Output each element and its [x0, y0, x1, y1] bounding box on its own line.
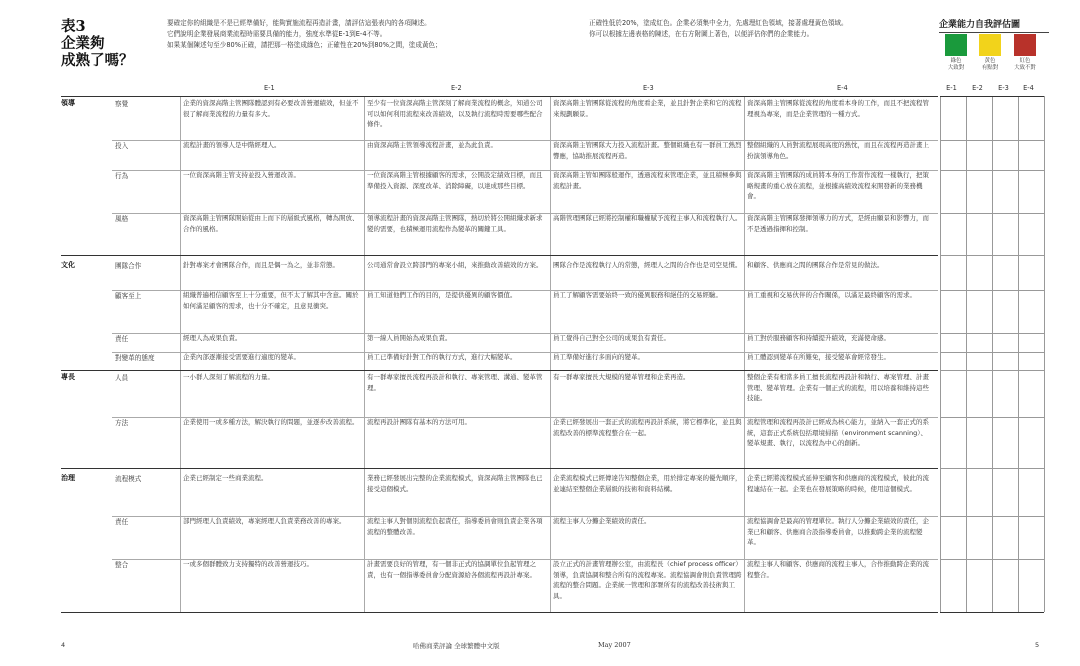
score-cell[interactable] [967, 416, 992, 467]
score-cell[interactable] [967, 169, 992, 212]
title-line-3: 成熟了嗎？ [61, 52, 134, 69]
table-cell-e1: 流程計畫的領導人是中階經理人。 [183, 141, 281, 149]
table-cell-e1: 組織普遍相信顧客至上十分重要，但不太了解其中含意。關於如何滿足顧客的需求，也十分不確定，且意見衝突。 [183, 291, 359, 310]
score-cell[interactable] [967, 472, 992, 515]
score-cell[interactable] [1019, 515, 1044, 558]
section-label-0: 領導 [61, 99, 75, 107]
green-label: 綠色 大致對 [947, 58, 965, 71]
score-cell[interactable] [993, 472, 1018, 515]
table-cell-e3: 資深高階主管團隊從流程的角度看企業，並且針對企業和它的流程來規劃願景。 [553, 99, 742, 118]
section-label-2: 專長 [61, 373, 75, 381]
score-header-e2: E-2 [972, 84, 983, 92]
table-cell-e2: 第一線人員開始為成果負責。 [367, 334, 452, 342]
table-cell-e4: 員工重視和交易伙伴的合作關係，以滿足最終顧客的需求。 [747, 291, 916, 299]
intro-line: 要確定你的組織是不是已經準備好，能夠實施流程再造計畫，請評估這張表內的各項陳述。 [167, 19, 431, 27]
section-label-3: 治理 [61, 474, 75, 482]
score-cell[interactable] [941, 472, 966, 515]
score-cell[interactable] [1019, 97, 1044, 139]
table-cell-e4: 流程主事人和顧客、供應商的流程主事人，合作推動跨企業的流程整合。 [747, 560, 929, 579]
green-swatch [945, 34, 967, 56]
row-label: 方法 [115, 419, 129, 427]
section-label-1: 文化 [61, 261, 75, 269]
table-cell-e3: 團隊合作是流程執行人的常態，經理人之間的合作也是司空見慣。 [553, 261, 742, 269]
table-cell-e2: 員工已準備好針對工作的執行方式，進行大幅變革。 [367, 353, 517, 361]
section-divider [61, 370, 938, 371]
table-cell-e1: 經理人為成果負責。 [183, 334, 242, 342]
table-cell-e3: 企業已經發展出一套正式的流程再設計系統，將它標準化，並且與流程改善的標準流程整合在一起。 [553, 418, 742, 437]
column-divider [180, 96, 181, 612]
table-cell-e2: 至少有一位資深高階主管深刻了解商業流程的概念，知道公司可以如何利用流程來改善績效，以及執行流程時需要哪些配合條件。 [367, 99, 543, 129]
section-divider [61, 468, 938, 469]
score-cell[interactable] [1019, 371, 1044, 416]
score-cell[interactable] [993, 139, 1018, 169]
score-cell[interactable] [967, 139, 992, 169]
table-cell-e2: 有一群專家擅長流程再設計和執行、專案管理、溝通、變革管理。 [367, 373, 543, 392]
score-cell[interactable] [941, 332, 966, 351]
title-line-1: 表3 [61, 18, 86, 35]
intro-left [167, 18, 442, 51]
row-label: 流程模式 [115, 475, 142, 483]
row-label: 人員 [115, 374, 129, 382]
table-cell-e4: 員工對於服務顧客和持續提升績效，充滿使命感。 [747, 334, 890, 342]
level-header-e4: E-4 [837, 84, 848, 92]
title-line-2: 企業夠 [61, 35, 105, 52]
yellow-swatch [979, 34, 1001, 56]
table-cell-e4: 整個企業有相當多員工擅長流程再設計和執行、專案管理、計畫管理、變革管理。企業有一個正式的流程，用以培養和維持這些技能。 [747, 373, 929, 403]
score-header-e3: E-3 [998, 84, 1009, 92]
table-cell-e2: 一位資深高階主管根據顧客的需求，公開設定績效目標，而且準備投入資源、深度改革、消除障礙，以達成那些目標。 [367, 171, 543, 190]
score-cell[interactable] [993, 558, 1018, 611]
table-cell-e3: 設立正式的計畫管理辦公室，由流程長（chief process officer）領導，負責協調和整合所有的流程專案。流程協調會則負責管理跨流程的整合問題。企業統一管理和部署所有的流程改善技術與工具。 [553, 560, 742, 600]
table-cell-e2: 領導流程計畫的資深高階主管團隊，熱切於將公開組織求新求變的需要，也積極運用流程作為變革的關鍵工具。 [367, 214, 543, 233]
score-cell[interactable] [1019, 472, 1044, 515]
table-cell-e3: 員工覺得自己對全公司的成果負有責任。 [553, 334, 670, 342]
table-cell-e4: 流程協調會是最高的管理單位。執行人分攤企業績效的責任，企業已和顧客、供應商合設指導委員會，以推動跨企業的流程變革。 [747, 517, 929, 547]
table-cell-e4: 員工體認到變革在所難免，接受變革會經常發生。 [747, 353, 890, 361]
score-cell[interactable] [967, 259, 992, 289]
score-cell[interactable] [1019, 289, 1044, 332]
table-cell-e2: 由資深高階主管領導流程計畫，並為此負責。 [367, 141, 497, 149]
score-cell[interactable] [993, 259, 1018, 289]
section-divider [61, 255, 938, 256]
red-swatch [1014, 34, 1036, 56]
table-cell-e2: 流程再設計團隊有基本的方法可用。 [367, 418, 471, 426]
score-bottom-rule [940, 612, 1044, 613]
table-cell-e2: 員工知道他們工作的目的，是提供優異的顧客價值。 [367, 291, 517, 299]
intro-line: 正確性低於20%，塗成紅色。企業必須集中全力，先處理紅色領域，接著處理黃色領域。 [589, 19, 848, 27]
table-cell-e3: 企業流程模式已經傳達告知整個企業，用於排定專案的優先順序，並連結至整個企業層級的技術和資料結構。 [553, 474, 742, 493]
row-label: 投入 [115, 142, 129, 150]
row-label: 顧客至上 [115, 292, 142, 300]
score-cell[interactable] [993, 97, 1018, 139]
table-cell-e4: 流程管理和流程再設計已經成為核心能力，並納入一套正式的系統，這套正式系統包括環境掃描（environment scanning）、變革規畫、執行，以流程為中心的創新。 [747, 418, 929, 448]
score-cell[interactable] [967, 97, 992, 139]
score-cell[interactable] [1019, 416, 1044, 467]
score-cell[interactable] [941, 169, 966, 212]
publication-date: May 2007 [598, 641, 631, 649]
table-cell-e2: 流程主事人對個別流程負起責任，指導委員會則負責企業各項流程的整體改善。 [367, 517, 543, 536]
score-cell[interactable] [941, 351, 966, 369]
score-cell[interactable] [1019, 139, 1044, 169]
table-cell-e3: 有一群專家擅長大規模的變革管理和企業再造。 [553, 373, 690, 381]
score-cell[interactable] [967, 351, 992, 369]
table-cell-e1: 企業使用一或多種方法，解決執行的問題，並逐步改善流程。 [183, 418, 359, 426]
table-cell-e1: 針對專案才會團隊合作，而且是偶一為之，並非常態。 [183, 261, 339, 269]
level-header-e3: E-3 [643, 84, 654, 92]
score-cell[interactable] [1019, 332, 1044, 351]
intro-line: 你可以根據左邊表格的陳述，在右方附圖上著色，以便評估你們的企業能力。 [589, 30, 814, 38]
score-cell[interactable] [1019, 212, 1044, 254]
score-header-e1: E-1 [946, 84, 957, 92]
table-cell-e1: 一小群人深刻了解流程的力量。 [183, 373, 274, 381]
table-title [61, 18, 151, 69]
row-label: 責任 [115, 518, 129, 526]
table-cell-e1: 企業已經制定一些商業流程。 [183, 474, 268, 482]
table-cell-e2: 業務已經發展出完整的企業流程模式，資深高階主管團隊也已接受這個模式。 [367, 474, 543, 493]
publication-name: 哈佛商業評論 全球繁體中文版 [413, 642, 500, 650]
column-divider [550, 96, 551, 612]
score-cell[interactable] [1019, 259, 1044, 289]
table-cell-e1: 企業的資深高階主管團隊體認到有必要改善營運績效，但並不很了解商業流程的力量有多大。 [183, 99, 359, 118]
score-cell[interactable] [941, 289, 966, 332]
table-cell-e3: 資深高階主管團隊大力投入流程計畫。整個組織也有一群員工熱烈響應，協助推展流程再造。 [553, 141, 742, 160]
score-header-e4: E-4 [1023, 84, 1034, 92]
page-number-left: 4 [61, 641, 66, 649]
table-cell-e4: 資深高階主管團隊發揮領導力的方式，是經由願景和影響力，而不是透過指揮和控制。 [747, 214, 929, 233]
score-cell[interactable] [941, 371, 966, 416]
red-label: 紅色 大致不對 [1014, 58, 1036, 71]
table-cell-e3: 高階管理團隊已經將控制權和職權賦予流程主事人和流程執行人。 [553, 214, 742, 222]
row-label: 整合 [115, 561, 129, 569]
yellow-label: 黃色 有點對 [981, 58, 999, 71]
intro-line: 它們說明企業發展商業流程時需要具備的能力，強度水準從E-1到E-4不等。 [167, 30, 387, 38]
score-cell[interactable] [1019, 351, 1044, 369]
table-cell-e4: 資深高階主管團隊的成員將本身的工作當作流程一樣執行，把策略規畫的重心放在流程，並根據高績效流程來開發新的業務機會。 [747, 171, 929, 201]
table-bottom-rule [61, 612, 938, 613]
table-cell-e1: 企業內部逐漸接受需要進行適度的變革。 [183, 353, 300, 361]
score-row-divider [940, 468, 1044, 469]
score-cell[interactable] [941, 259, 966, 289]
column-divider [364, 96, 365, 612]
score-cell[interactable] [967, 515, 992, 558]
score-cell[interactable] [993, 212, 1018, 254]
score-cell[interactable] [941, 97, 966, 139]
score-row-divider [940, 255, 1044, 256]
score-cell[interactable] [941, 212, 966, 254]
score-cell[interactable] [1019, 169, 1044, 212]
row-label: 責任 [115, 335, 129, 343]
row-label: 對變革的態度 [115, 354, 155, 362]
score-column-divider [1044, 96, 1045, 612]
level-header-e2: E-2 [451, 84, 462, 92]
evaluation-title: 企業能力自我評估圖 [939, 17, 1049, 33]
score-cell[interactable] [967, 289, 992, 332]
score-cell[interactable] [993, 515, 1018, 558]
table-cell-e4: 企業已經將流程模式延伸至顧客和供應商的流程模式，彼此的流程連結在一起。企業也在發展策略的時候，使用這個模式。 [747, 474, 929, 493]
score-cell[interactable] [967, 558, 992, 611]
score-cell[interactable] [993, 371, 1018, 416]
score-cell[interactable] [993, 332, 1018, 351]
table-cell-e1: 部門經理人負責績效，專案經理人負責業務改善的專案。 [183, 517, 346, 525]
score-cell[interactable] [941, 139, 966, 169]
score-cell[interactable] [967, 332, 992, 351]
score-cell[interactable] [1019, 558, 1044, 611]
score-cell[interactable] [941, 515, 966, 558]
column-divider [744, 96, 745, 612]
table-cell-e4: 整個組織的人員對流程展現高度的熱忱，而且在流程再造計畫上扮演領導角色。 [747, 141, 929, 160]
row-label: 團隊合作 [115, 262, 142, 270]
table-cell-e3: 資深高階主管如團隊般運作，透過流程來管理企業，並且積極參與流程計畫。 [553, 171, 742, 190]
table-cell-e2: 公司通常會設立跨部門的專案小組，來推動改善績效的方案。 [367, 261, 543, 269]
table-cell-e2: 計畫需要良好的管理，有一個非正式的協調單位負起管理之責，也有一個指導委員會分配資源給各個流程再設計專案。 [367, 560, 536, 579]
score-cell[interactable] [993, 416, 1018, 467]
score-cell[interactable] [967, 371, 992, 416]
table-cell-e3: 員工準備好進行多面向的變革。 [553, 353, 644, 361]
score-cell[interactable] [941, 416, 966, 467]
score-cell[interactable] [967, 212, 992, 254]
score-cell[interactable] [993, 289, 1018, 332]
table-cell-e1: 一位資深高階主管支持並投入營運改善。 [183, 171, 300, 179]
score-cell[interactable] [941, 558, 966, 611]
intro-line: 如果某個陳述句至少80%正確，請把那一格塗成綠色；正確性在20%到80%之間，塗成黃色； [167, 41, 442, 49]
table-cell-e1: 資深高階主管團隊開始從由上而下的層級式風格，轉為開放、合作的風格。 [183, 214, 359, 233]
table-cell-e4: 資深高階主管團隊從流程的角度看本身的工作，而且不把流程管理視為專案，而是企業管理的一種方式。 [747, 99, 929, 118]
table-top-rule [61, 96, 938, 97]
row-label: 風格 [115, 215, 129, 223]
table-cell-e4: 和顧客、供應商之間的團隊合作是常見的做法。 [747, 261, 884, 269]
intro-right [589, 18, 848, 40]
score-cell[interactable] [993, 351, 1018, 369]
table-cell-e3: 員工了解顧客需要始終一致的優異服務和絕佳的交易經驗。 [553, 291, 722, 299]
level-header-e1: E-1 [264, 84, 275, 92]
table-cell-e3: 流程主事人分攤企業績效的責任。 [553, 517, 651, 525]
row-label: 察覺 [115, 100, 129, 108]
page-number-right: 5 [1035, 641, 1040, 649]
row-label: 行為 [115, 172, 129, 180]
score-cell[interactable] [993, 169, 1018, 212]
table-cell-e1: 一或多個群體致力支持獨特的改善營運技巧。 [183, 560, 313, 568]
